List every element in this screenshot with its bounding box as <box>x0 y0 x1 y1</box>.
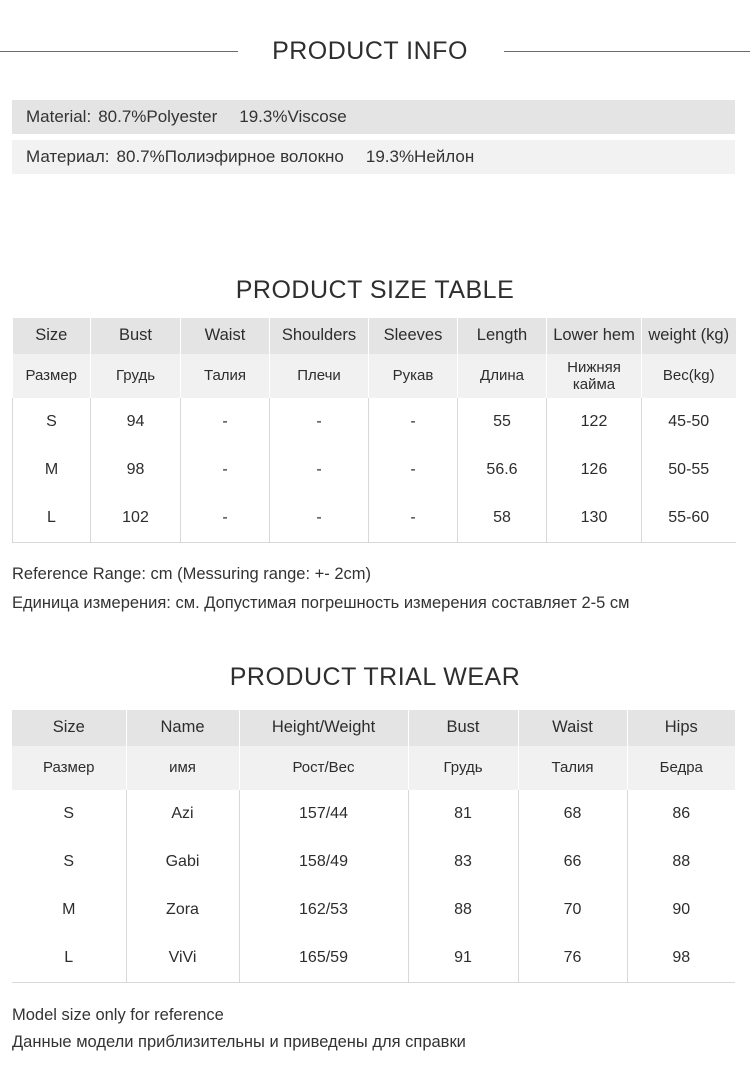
material-value2-ru: 19.3%Нейлон <box>365 147 475 166</box>
cell-waist: 76 <box>518 934 627 983</box>
table-row <box>12 790 735 838</box>
cell-bust: 98 <box>91 446 181 494</box>
table-row <box>12 934 735 983</box>
material-value1-ru: 80.7%Полиэфирное волокно <box>116 147 344 166</box>
cell-length: 55 <box>458 398 547 446</box>
size-table-header-en <box>13 318 736 354</box>
trial-header-hips-ru: Бедра <box>627 746 735 790</box>
cell-bust: 94 <box>91 398 181 446</box>
cell-bust: 83 <box>408 838 518 886</box>
cell-height-weight: 158/49 <box>239 838 408 886</box>
trial-wear-note-ru: Данные модели приблизительны и приведены для справки <box>12 1033 466 1051</box>
trial-wear-note-en: Model size only for reference <box>12 1006 224 1024</box>
trial-header-size: Size <box>12 710 126 746</box>
size-header-weight: weight (kg) <box>642 318 736 354</box>
cell-lower-hem: 126 <box>547 446 642 494</box>
trial-wear-title: PRODUCT TRIAL WEAR <box>229 663 521 691</box>
material-value1-en: 80.7%Polyester <box>98 107 218 126</box>
table-row <box>12 838 735 886</box>
trial-header-height-weight-ru: Рост/Вес <box>239 746 408 790</box>
trial-header-waist-ru: Талия <box>518 746 627 790</box>
cell-hips: 90 <box>627 886 735 934</box>
cell-name: Zora <box>126 886 239 934</box>
cell-bust: 102 <box>91 494 181 543</box>
size-table-title: PRODUCT SIZE TABLE <box>235 276 515 304</box>
size-header-waist-ru: Талия <box>181 354 270 398</box>
size-header-lower-hem: Lower hem <box>547 318 642 354</box>
cell-bust: 88 <box>408 886 518 934</box>
cell-height-weight: 157/44 <box>239 790 408 838</box>
size-header-bust: Bust <box>91 318 181 354</box>
size-header-length: Length <box>458 318 547 354</box>
cell-size: M <box>13 446 91 494</box>
cell-hips: 88 <box>627 838 735 886</box>
cell-size: S <box>12 790 126 838</box>
trial-header-name: Name <box>126 710 239 746</box>
cell-shoulders: - <box>270 446 369 494</box>
size-header-waist: Waist <box>181 318 270 354</box>
cell-name: Gabi <box>126 838 239 886</box>
cell-waist: - <box>181 446 270 494</box>
trial-header-bust-ru: Грудь <box>408 746 518 790</box>
size-header-shoulders-ru: Плечи <box>270 354 369 398</box>
cell-waist: - <box>181 494 270 543</box>
cell-weight: 45-50 <box>642 398 736 446</box>
cell-weight: 55-60 <box>642 494 736 543</box>
cell-lower-hem: 130 <box>547 494 642 543</box>
table-row <box>13 398 736 446</box>
material-label-en: Material: <box>26 107 92 126</box>
trial-header-height-weight: Height/Weight <box>239 710 408 746</box>
cell-bust: 91 <box>408 934 518 983</box>
material-value2-en: 19.3%Viscose <box>239 107 347 126</box>
cell-name: Azi <box>126 790 239 838</box>
size-header-bust-ru: Грудь <box>91 354 181 398</box>
product-size-table <box>12 318 736 543</box>
cell-shoulders: - <box>270 398 369 446</box>
trial-header-size-ru: Размер <box>12 746 126 790</box>
cell-size: S <box>12 838 126 886</box>
cell-name: ViVi <box>126 934 239 983</box>
size-header-sleeves: Sleeves <box>369 318 458 354</box>
cell-bust: 81 <box>408 790 518 838</box>
cell-weight: 50-55 <box>642 446 736 494</box>
cell-size: L <box>12 934 126 983</box>
trial-header-name-ru: имя <box>126 746 239 790</box>
cell-waist: 68 <box>518 790 627 838</box>
cell-sleeves: - <box>369 398 458 446</box>
material-row-english <box>12 100 735 134</box>
size-header-size-ru: Размер <box>13 354 91 398</box>
trial-header-waist: Waist <box>518 710 627 746</box>
cell-waist: 66 <box>518 838 627 886</box>
size-header-size: Size <box>13 318 91 354</box>
table-row <box>13 446 736 494</box>
cell-hips: 86 <box>627 790 735 838</box>
product-trial-wear-table <box>12 710 735 983</box>
cell-length: 58 <box>458 494 547 543</box>
product-info-title-row <box>0 36 750 66</box>
cell-size: L <box>13 494 91 543</box>
cell-waist: - <box>181 398 270 446</box>
trial-wear-header-en <box>12 710 735 746</box>
product-info-title: PRODUCT INFO <box>272 36 468 65</box>
table-row <box>13 494 736 543</box>
cell-length: 56.6 <box>458 446 547 494</box>
size-header-shoulders: Shoulders <box>270 318 369 354</box>
table-row <box>12 886 735 934</box>
size-header-weight-ru: Вес(kg) <box>642 354 736 398</box>
cell-size: M <box>12 886 126 934</box>
size-table-note-ru: Единица измерения: см. Допустимая погрешность измерения составляет 2-5 см <box>12 594 630 612</box>
cell-sleeves: - <box>369 494 458 543</box>
title-rule-right <box>504 51 750 52</box>
trial-wear-header-ru <box>12 746 735 790</box>
size-header-length-ru: Длина <box>458 354 547 398</box>
cell-lower-hem: 122 <box>547 398 642 446</box>
cell-waist: 70 <box>518 886 627 934</box>
trial-header-hips: Hips <box>627 710 735 746</box>
size-table-note-en: Reference Range: cm (Messuring range: +- 2cm) <box>12 565 372 583</box>
cell-height-weight: 162/53 <box>239 886 408 934</box>
material-row-russian <box>12 140 735 174</box>
title-rule-left <box>0 51 238 52</box>
size-header-lower-hem-ru: Нижняя кайма <box>547 354 642 398</box>
cell-size: S <box>13 398 91 446</box>
cell-height-weight: 165/59 <box>239 934 408 983</box>
material-label-ru: Материал: <box>26 147 110 166</box>
cell-hips: 98 <box>627 934 735 983</box>
cell-sleeves: - <box>369 446 458 494</box>
size-header-sleeves-ru: Рукав <box>369 354 458 398</box>
size-table-header-ru <box>13 354 736 398</box>
trial-header-bust: Bust <box>408 710 518 746</box>
cell-shoulders: - <box>270 494 369 543</box>
